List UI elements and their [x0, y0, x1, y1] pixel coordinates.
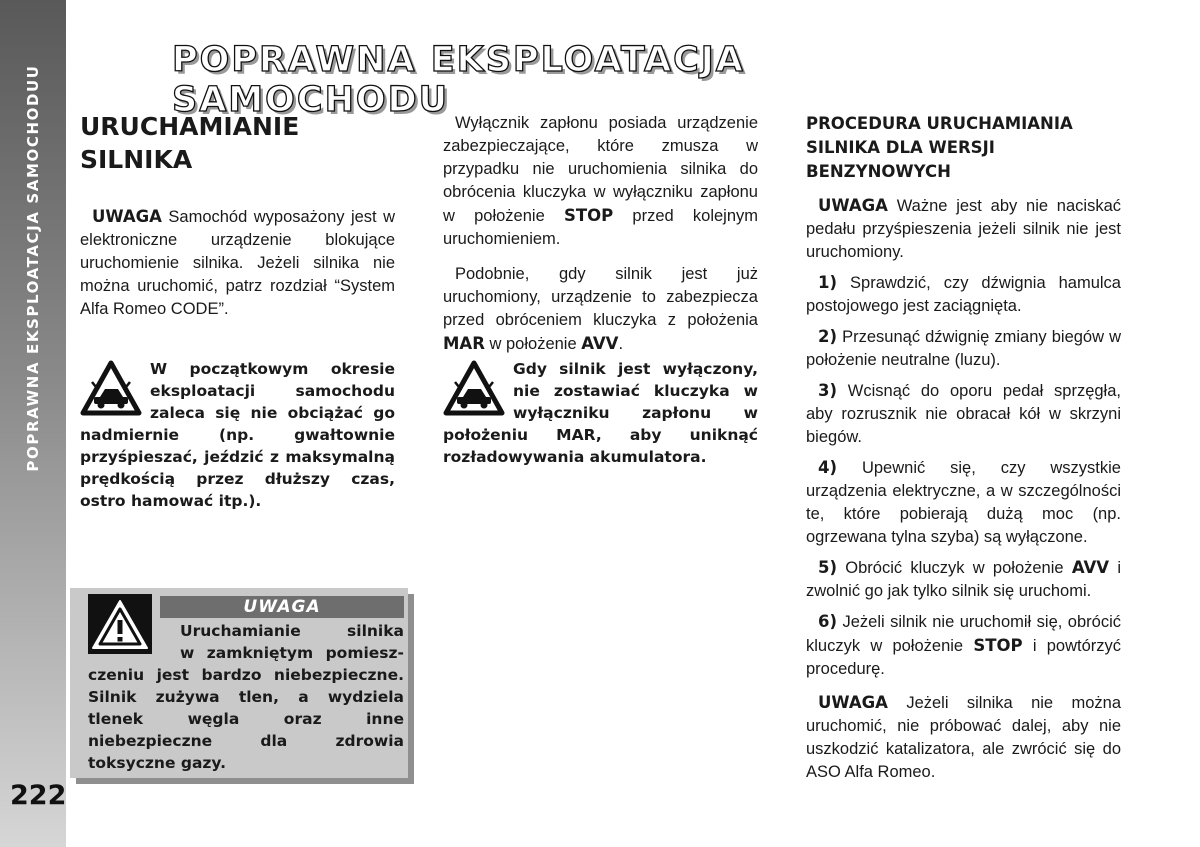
caution-box [70, 588, 408, 778]
warning-text-break-in: W początkowym okresie eksploatacji samochodu zaleca się nie obciążać go nadmiernie (np. gwałtownie przyśpieszać, jeździć z maksymalną prędkością przez dłuższy czas, ostro hamować itp.). [80, 360, 395, 510]
uwaga-accelerator-paragraph [806, 194, 1121, 264]
lock-text-b: w położenie [489, 335, 577, 353]
procedure-step-6 [806, 610, 1121, 681]
step-5-avv-label: AVV [1071, 558, 1110, 577]
step-6-text-b: i powtórzyć procedurę. [806, 637, 1121, 678]
step-number: 2) [818, 327, 838, 346]
step-text: Wcisnąć do oporu pedał sprzęgła, aby rozrusznik nie obracał kół w skrzyni biegów. [806, 382, 1121, 446]
ignition-text-a: Wyłącznik zapłonu posiada urządzenie zabezpieczające, które zmusza w przypadku nie uruchomienia silnika do obrócenia kluczyka w wyłączniku zapłonu w położenie [443, 114, 758, 225]
warning-box-battery [443, 358, 758, 468]
uwaga-text: Samochód wyposażony jest w elektroniczne urządzenie blokujące uruchomienie silnika. Jeżeli silnika nie można uruchomić, patrz rozdział “System Alfa Romeo CODE”. [80, 208, 395, 318]
step-5-text-a: Obrócić kluczyk w położenie [845, 559, 1064, 577]
warning-text-battery: Gdy silnik jest wyłączony, nie zostawiać kluczyka w wyłączniku zapłonu w położeniu MAR, aby uniknąć rozładowywania akumulatora. [443, 360, 758, 466]
page-header-title: POPRAWNA EKSPLOATACJA SAMOCHODU [172, 40, 745, 120]
uwaga-paragraph [80, 205, 395, 321]
uwaga-accelerator-text: Ważne jest aby nie naciskać pedału przyśpieszenia jeżeli silnik nie jest uruchomiony. [806, 197, 1121, 261]
step-number: 6) [818, 612, 838, 631]
car-caution-icon [80, 360, 142, 416]
section-title-line1: URUCHAMIANIE [80, 112, 300, 141]
uwaga-label: UWAGA [92, 207, 162, 226]
procedure-step-1 [806, 271, 1121, 318]
caution-rest: czeniu jest bardzo niebezpieczne. Silnik zużywa tlen, a wydziela tlenek węgla oraz inne niebezpieczne dla zdrowia toksyczne gazy. [88, 666, 404, 772]
column-right [806, 112, 1121, 784]
section-title-line2: SILNIKA [80, 145, 193, 174]
caution-text [88, 620, 404, 774]
procedure-step-5 [806, 556, 1121, 603]
uwaga-label: UWAGA [818, 693, 888, 712]
lock-mar-label: MAR [443, 334, 485, 353]
ignition-paragraph [443, 112, 758, 251]
lock-text-a: Podobnie, gdy silnik jest już uruchomiony, urządzenie to zabezpiecza przed obróceniem kluczyka z położenia [443, 265, 758, 329]
procedure-steps [806, 271, 1121, 549]
procedure-step-4 [806, 456, 1121, 549]
step-number: 5) [818, 558, 838, 577]
caution-line2: w zamkniętym pomiesz- [180, 644, 404, 662]
chapter-sidebar [0, 0, 66, 847]
uwaga-label: UWAGA [818, 196, 888, 215]
column-middle [443, 112, 758, 356]
page-number: 222 [10, 780, 67, 811]
ignition-text-b: przed kolejnym uruchomieniem. [443, 207, 758, 248]
uwaga-catalyst-paragraph [806, 691, 1121, 784]
step-number: 1) [818, 273, 838, 292]
lock-paragraph [443, 263, 758, 356]
warning-box-break-in [80, 358, 395, 512]
car-caution-icon [443, 360, 505, 416]
step-number: 4) [818, 458, 838, 477]
lock-text-end: . [618, 335, 624, 353]
chapter-title-vertical: POPRAWNA EKSPLOATACJA SAMOCHODUU [24, 64, 42, 472]
column-left [80, 110, 395, 321]
caution-header: UWAGA [160, 596, 404, 618]
uwaga-catalyst-text: Jeżeli silnika nie można uruchomić, nie próbować dalej, aby nie uszkodzić katalizatora, ale zwrócić się do ASO Alfa Romeo. [806, 694, 1121, 781]
step-6-stop-label: STOP [973, 636, 1023, 655]
step-text: Sprawdzić, czy dźwignia hamulca postojowego jest zaciągnięta. [806, 274, 1121, 315]
caution-line1: Uruchamianie silnika [180, 622, 404, 640]
step-number: 3) [818, 381, 838, 400]
section-title [80, 110, 395, 176]
procedure-step-3 [806, 379, 1121, 449]
ignition-stop-label: STOP [563, 206, 614, 225]
lock-avv-label: AVV [581, 334, 619, 353]
procedure-title: PROCEDURA URUCHAMIANIA SILNIKA DLA WERSJI BENZYNOWYCH [806, 114, 1073, 181]
step-5-text-b: i zwolnić go jak tylko silnik się uruchomi. [806, 559, 1121, 600]
step-text: Przesunąć dźwignię zmiany biegów w położenie neutralne (luzu). [806, 328, 1121, 369]
step-6-text-a: Jeżeli silnik nie uruchomił się, obrócić kluczyk w położenie [806, 613, 1121, 655]
step-text: Upewnić się, czy wszystkie urządzenia elektryczne, a w szczególności te, które pobierają dużą moc (np. ogrzewana tylna szyba) są wyłączone. [806, 459, 1121, 546]
procedure-step-2 [806, 325, 1121, 372]
